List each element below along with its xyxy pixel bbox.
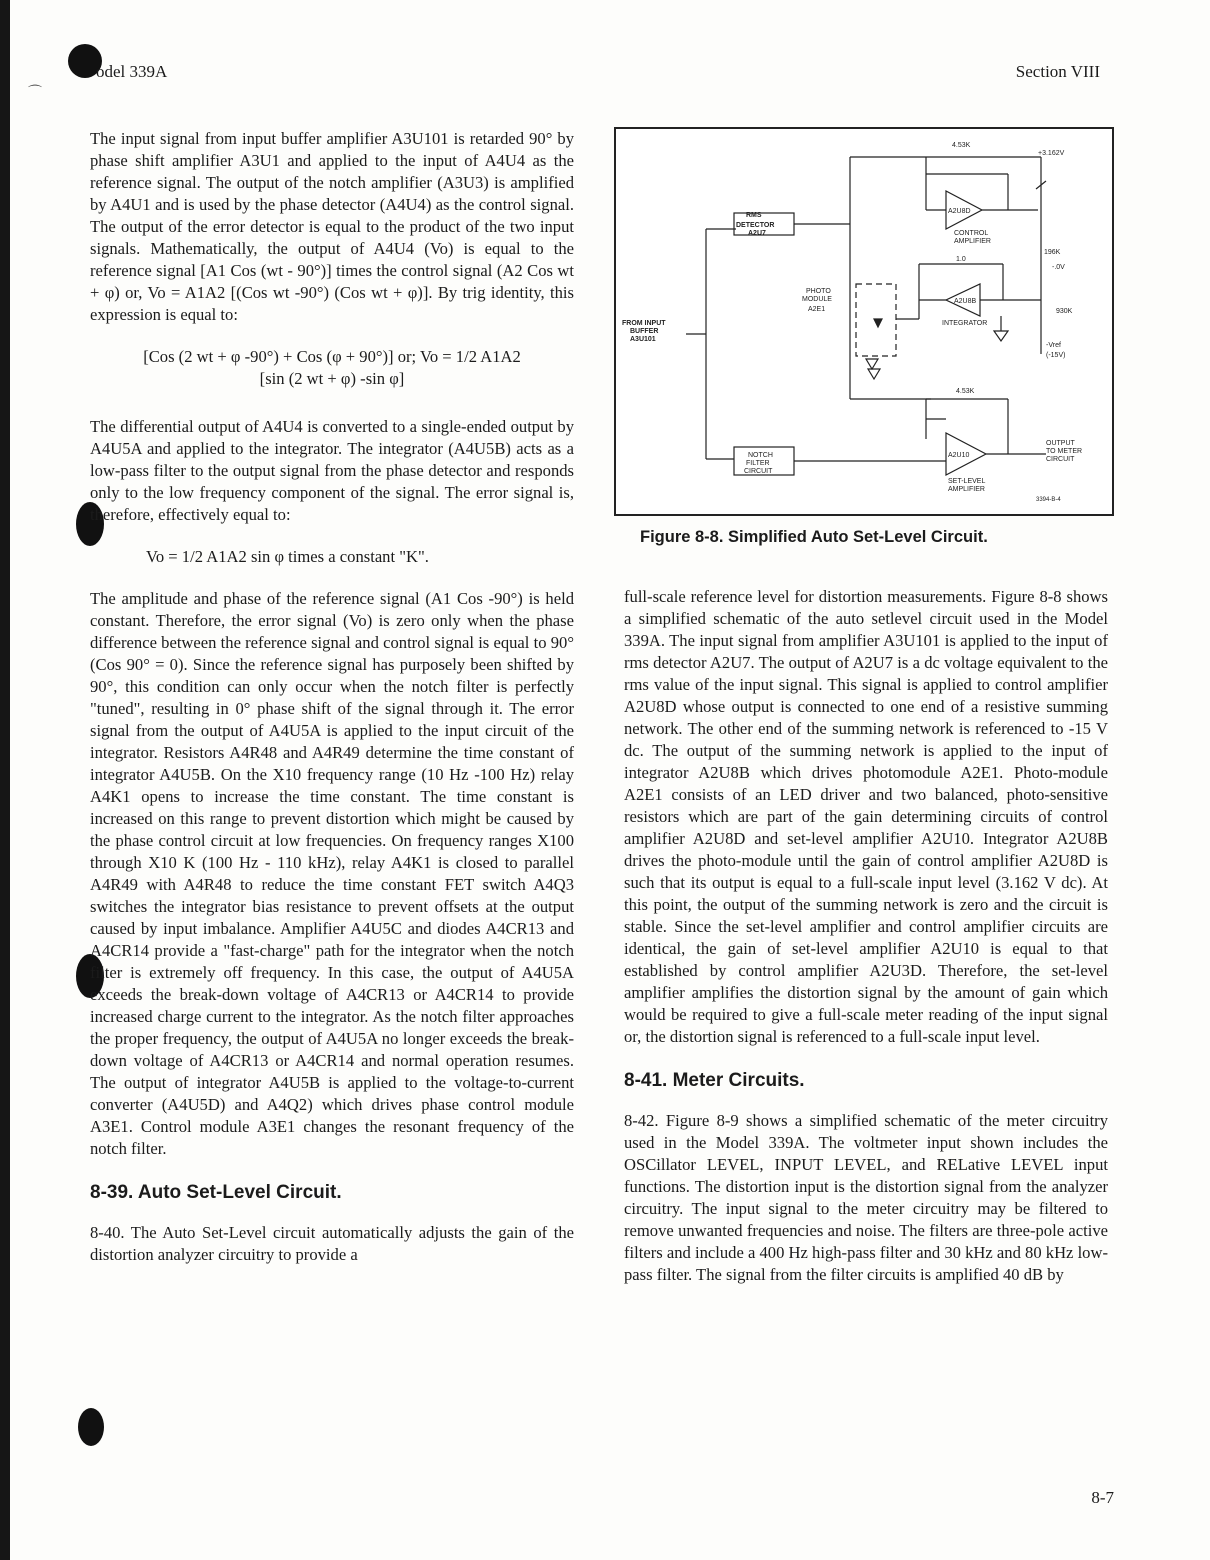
- fig-label: 1.0: [956, 256, 966, 263]
- fig-label: RMS: [746, 212, 762, 219]
- fig-label: CONTROL: [954, 230, 989, 237]
- fig-label: AMPLIFIER: [948, 486, 985, 493]
- right-column: [624, 586, 1108, 1306]
- fig-label: 930K: [1056, 308, 1073, 315]
- fig-label: (-15V): [1046, 352, 1066, 359]
- paragraph: 8-40. The Auto Set-Level circuit automatically adjusts the gain of the distortion analyzer circuitry to provide a: [90, 1223, 574, 1264]
- equation-line-1: [Cos (2 wt + φ -90°) + Cos (φ + 90°)] or; Vo = 1/2 A1A2: [143, 347, 521, 366]
- paragraph: The amplitude and phase of the reference signal (A1 Cos -90°) is held constant. Therefore, the error signal (Vo) is zero only when the phase difference between the reference signal and control signal is equal to 90° (Cos 90° = 0). Since the reference signal has purposely been shifted by 90°, this condition can only occur when the notch filter is perfectly "tuned", resulting in 0° phase shift of the signal through it. The error signal from the output of A4U5A is applied to the input circuit of the integrator. Resistors A4R48 and A4R49 determine the time constant of integrator A4U5B. On the X10 frequency range (10 Hz -100 Hz) relay A4K1 opens to increase the time constant. The time constant is increased on this range to prevent distortion which might be caused by the phase control circuit at low frequencies. On frequency ranges X100 through X10 K (100 Hz - 110 kHz), relay A4K1 is closed to parallel A4R49 with A4R48 to reduce the time constant FET switch A4Q3 switches the integrator bias resistance to prevent offsets at the output caused by input imbalance. Amplifier A4U5C and diodes A4CR13 and A4CR14 provide a "fast-charge" path for the integrator when the notch filter is extremely off frequency. In this case, the output of A4U5A exceeds the break-down voltage of A4CR13 or A4CR14 to provide increased charge current to the integrator. As the notch filter approaches the proper frequency, the output of A4U5A no longer exceeds the break-down voltage of A4CR13 or A4CR14 and normal operation resumes. The output of integrator A4U5B is applied to the voltage-to-current converter (A4U5D) and A4Q2) which drives phase control module A3E1. Control module A3E1 changes the resonant frequency of the notch filter.: [90, 589, 574, 1158]
- fig-label: SET-LEVEL: [948, 478, 986, 485]
- paragraph: The differential output of A4U4 is converted to a single-ended output by A4U5A and applied to the integrator. The integrator (A4U5B) acts as a low-pass filter to the output signal from the phase detector and responds only to the low frequency component of the signal. The error signal is, therefore, effectively equal to:: [90, 417, 574, 524]
- fig-label: BUFFER: [630, 328, 659, 335]
- fig-label: NOTCH: [748, 452, 773, 459]
- left-column: [90, 128, 574, 1286]
- fig-label: A2E1: [808, 306, 826, 313]
- header-model: odel 339A: [96, 62, 168, 81]
- fig-label: -Vref: [1046, 342, 1061, 349]
- fig-label: +3.162V: [1038, 150, 1065, 157]
- punch-hole-bottom: [78, 1408, 104, 1446]
- section-heading: 8-39. Auto Set-Level Circuit.: [90, 1182, 342, 1203]
- fig-label: FILTER: [746, 460, 770, 467]
- fig-label: A3U101: [630, 336, 656, 343]
- fig-label: A2U7: [748, 230, 766, 237]
- fig-label: MODULE: [802, 296, 832, 303]
- fig-label: A2U8B: [954, 298, 977, 305]
- fig-label: TO METER: [1046, 448, 1083, 455]
- fig-label: FROM INPUT: [622, 320, 666, 327]
- paragraph: The input signal from input buffer amplifier A3U101 is retarded 90° by phase shift amplifier A3U1 and applied to the input of A4U4 as the reference signal. The output of the notch amplifier (A3U3) is amplified by A4U1 and is used by the phase detector (A4U4) as the control signal. The output of the error detector is equal to the product of the two input signals. Mathematically, the output of A4U4 (Vo) is equal to the reference signal [A1 Cos (wt - 90°)] times the control signal (A2 Cos wt + φ) or, Vo = A1A2 [(Cos wt -90°) (Cos wt + φ)]. By trig identity, this expression is equal to:: [90, 129, 574, 324]
- fig-label: -.0V: [1052, 264, 1065, 271]
- equation-line-2: [sin (2 wt + φ) -sin φ]: [259, 369, 405, 388]
- paragraph: full-scale reference level for distortion measurements. Figure 8-8 shows a simplified schematic of the auto setlevel circuit used in the Model 339A. The input signal from amplifier A3U101 is applied to the input of rms detector A2U7. The output of A2U7 is a dc voltage equivalent to the rms value of the input signal. This signal is applied to control amplifier A2U8D whose output is connected to one end of a resistive summing network. The other end of the summing network is referenced to -15 V dc. The output of the summing network is applied to the input of integrator A2U8B which drives photomodule A2E1. Photo-module A2E1 consists of an LED driver and two balanced, photo-sensitive resistors which are part of the gain determining circuits of control amplifier A2U8D and set-level amplifier A2U10. Integrator A2U8B drives the photo-module until the gain of control amplifier A2U8D is such that its output is equal to a full-scale input level (3.162 V dc). At this point, the output of the summing network is zero and the circuit is stable. Since the set-level amplifier and control amplifier circuits are identical, the gain of set-level amplifier A2U10 is equal to that established by control amplifier A2U3D. Therefore, the set-level amplifier amplifies the distortion signal by the amount of gain which would be required to give a full-scale meter reading of the input signal or, the distortion signal is referenced to a full-scale input level.: [624, 587, 1108, 1046]
- fig-label: 4.53K: [956, 388, 975, 395]
- equation: [90, 346, 574, 390]
- paragraph: 8-42. Figure 8-9 shows a simplified schematic of the meter circuitry used in the Model 339A. The voltmeter input shown includes the OSCillator LEVEL, INPUT LEVEL, and RELative LEVEL input functions. The distortion input is the distortion signal from the analyzer circuitry. The input signal to the meter circuitry may be filtered to remove unwanted frequencies and noise. The filters are three-pole active filters and include a 400 Hz high-pass filter and 30 kHz and 80 kHz low-pass filter. The signal from the filter circuits is amplified 40 dB by: [624, 1111, 1108, 1284]
- fig-label: CIRCUIT: [1046, 456, 1075, 463]
- equation: Vo = 1/2 A1A2 sin φ times a constant "K".: [146, 547, 429, 566]
- figure-schematic: [614, 127, 1114, 516]
- scan-edge: [0, 0, 10, 1560]
- fig-label: 196K: [1044, 249, 1061, 256]
- fig-label: A2U8D: [948, 208, 971, 215]
- figure-caption: Figure 8-8. Simplified Auto Set-Level Circuit.: [640, 528, 988, 546]
- fig-label: 3394-B-4: [1036, 497, 1061, 503]
- schematic-svg: [616, 129, 1112, 514]
- fig-label: PHOTO: [806, 288, 831, 295]
- header-section: Section VIII: [1015, 62, 1100, 81]
- fig-label: INTEGRATOR: [942, 320, 988, 327]
- fig-label: 4.53K: [952, 142, 971, 149]
- fig-label: OUTPUT: [1046, 440, 1075, 447]
- section-heading: 8-41. Meter Circuits.: [624, 1070, 805, 1091]
- fig-label: AMPLIFIER: [954, 238, 991, 245]
- fig-label: DETECTOR: [736, 222, 775, 229]
- scan-mark: ⌒: [28, 86, 42, 101]
- fig-label: CIRCUIT: [744, 468, 773, 475]
- page-number: 8-7: [1091, 1488, 1114, 1507]
- fig-label: A2U10: [948, 452, 970, 459]
